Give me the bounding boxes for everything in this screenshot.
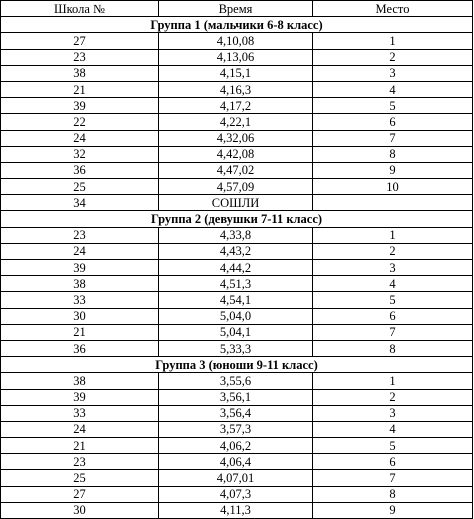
header-school: Школа №	[1, 1, 159, 17]
cell-place: 5	[313, 292, 473, 308]
cell-time: 4,13,06	[159, 49, 313, 65]
table-row	[1, 195, 473, 211]
table-row	[1, 405, 473, 421]
cell-school: 36	[1, 340, 159, 356]
cell-place: 4	[313, 421, 473, 437]
cell-school: 25	[1, 179, 159, 195]
table-row	[1, 98, 473, 114]
table-row	[1, 243, 473, 259]
cell-place: 2	[313, 243, 473, 259]
group-heading-row	[1, 17, 473, 33]
cell-time: 5,33,3	[159, 340, 313, 356]
cell-place: 4	[313, 276, 473, 292]
table-row	[1, 421, 473, 437]
cell-school: 27	[1, 486, 159, 502]
table-row	[1, 340, 473, 356]
cell-school: 30	[1, 502, 159, 518]
cell-school: 30	[1, 308, 159, 324]
cell-school: 24	[1, 130, 159, 146]
header-time: Время	[159, 1, 313, 17]
cell-time: 4,51,3	[159, 276, 313, 292]
cell-place: 1	[313, 227, 473, 243]
cell-time: 4,42,08	[159, 146, 313, 162]
table-row	[1, 373, 473, 389]
table-row	[1, 114, 473, 130]
cell-place: 6	[313, 308, 473, 324]
group-heading-row	[1, 211, 473, 227]
cell-school: 23	[1, 49, 159, 65]
group-title: Группа 2 (девушки 7-11 класс)	[1, 211, 473, 227]
cell-time: 4,33,8	[159, 227, 313, 243]
cell-time: 4,06,4	[159, 454, 313, 470]
table-header	[1, 1, 473, 17]
cell-time: 4,17,2	[159, 98, 313, 114]
table-row	[1, 130, 473, 146]
cell-school: 32	[1, 146, 159, 162]
cell-place: 8	[313, 486, 473, 502]
cell-time: 4,07,01	[159, 470, 313, 486]
cell-school: 39	[1, 260, 159, 276]
cell-place	[313, 195, 473, 211]
cell-place: 7	[313, 470, 473, 486]
table-row	[1, 389, 473, 405]
cell-place: 1	[313, 33, 473, 49]
cell-time: 4,22,1	[159, 114, 313, 130]
table-row	[1, 324, 473, 340]
table-row	[1, 260, 473, 276]
cell-time: 3,56,1	[159, 389, 313, 405]
cell-place: 10	[313, 179, 473, 195]
table-row	[1, 81, 473, 97]
cell-school: 33	[1, 292, 159, 308]
cell-school: 33	[1, 405, 159, 421]
cell-school: 21	[1, 324, 159, 340]
cell-place: 6	[313, 114, 473, 130]
cell-time: 3,56,4	[159, 405, 313, 421]
cell-school: 24	[1, 421, 159, 437]
cell-school: 27	[1, 33, 159, 49]
cell-time: 5,04,1	[159, 324, 313, 340]
cell-time: 4,47,02	[159, 162, 313, 178]
table-row	[1, 276, 473, 292]
cell-place: 5	[313, 98, 473, 114]
cell-time: 3,55,6	[159, 373, 313, 389]
cell-place: 6	[313, 454, 473, 470]
group-title: Группа 1 (мальчики 6-8 класс)	[1, 17, 473, 33]
cell-place: 9	[313, 162, 473, 178]
table-row	[1, 308, 473, 324]
cell-school: 38	[1, 65, 159, 81]
cell-time: 4,15,1	[159, 65, 313, 81]
header-place: Место	[313, 1, 473, 17]
table-row	[1, 146, 473, 162]
cell-school: 23	[1, 227, 159, 243]
table-row	[1, 33, 473, 49]
cell-time: 4,10,08	[159, 33, 313, 49]
cell-place: 9	[313, 502, 473, 518]
cell-place: 8	[313, 146, 473, 162]
cell-place: 3	[313, 260, 473, 276]
cell-school: 34	[1, 195, 159, 211]
cell-school: 25	[1, 470, 159, 486]
cell-time: 4,07,3	[159, 486, 313, 502]
cell-place: 8	[313, 340, 473, 356]
cell-school: 38	[1, 373, 159, 389]
cell-place: 4	[313, 81, 473, 97]
table-row	[1, 227, 473, 243]
cell-school: 36	[1, 162, 159, 178]
cell-place: 3	[313, 405, 473, 421]
table-row	[1, 454, 473, 470]
header-row	[1, 1, 473, 17]
cell-time: 4,44,2	[159, 260, 313, 276]
cell-time: 4,06,2	[159, 438, 313, 454]
cell-time: 4,43,2	[159, 243, 313, 259]
group-heading-row	[1, 357, 473, 373]
cell-time: 5,04,0	[159, 308, 313, 324]
cell-school: 23	[1, 454, 159, 470]
cell-school: 21	[1, 81, 159, 97]
cell-time: 4,32,06	[159, 130, 313, 146]
cell-time: 4,16,3	[159, 81, 313, 97]
cell-place: 7	[313, 324, 473, 340]
table-row	[1, 179, 473, 195]
cell-time: 4,57,09	[159, 179, 313, 195]
cell-place: 2	[313, 389, 473, 405]
table-row	[1, 49, 473, 65]
cell-place: 2	[313, 49, 473, 65]
table-row	[1, 470, 473, 486]
cell-school: 22	[1, 114, 159, 130]
cell-school: 24	[1, 243, 159, 259]
table-body	[1, 17, 473, 519]
cell-time: 3,57,3	[159, 421, 313, 437]
cell-time: СОШЛИ	[159, 195, 313, 211]
table-row	[1, 292, 473, 308]
table-row	[1, 65, 473, 81]
cell-school: 39	[1, 389, 159, 405]
table-row	[1, 162, 473, 178]
cell-place: 3	[313, 65, 473, 81]
cell-school: 21	[1, 438, 159, 454]
cell-place: 7	[313, 130, 473, 146]
table-row	[1, 502, 473, 518]
cell-school: 39	[1, 98, 159, 114]
cell-school: 38	[1, 276, 159, 292]
cell-place: 5	[313, 438, 473, 454]
cell-time: 4,11,3	[159, 502, 313, 518]
table-row	[1, 438, 473, 454]
group-title: Группа 3 (юноши 9-11 класс)	[1, 357, 473, 373]
cell-place: 1	[313, 373, 473, 389]
cell-time: 4,54,1	[159, 292, 313, 308]
